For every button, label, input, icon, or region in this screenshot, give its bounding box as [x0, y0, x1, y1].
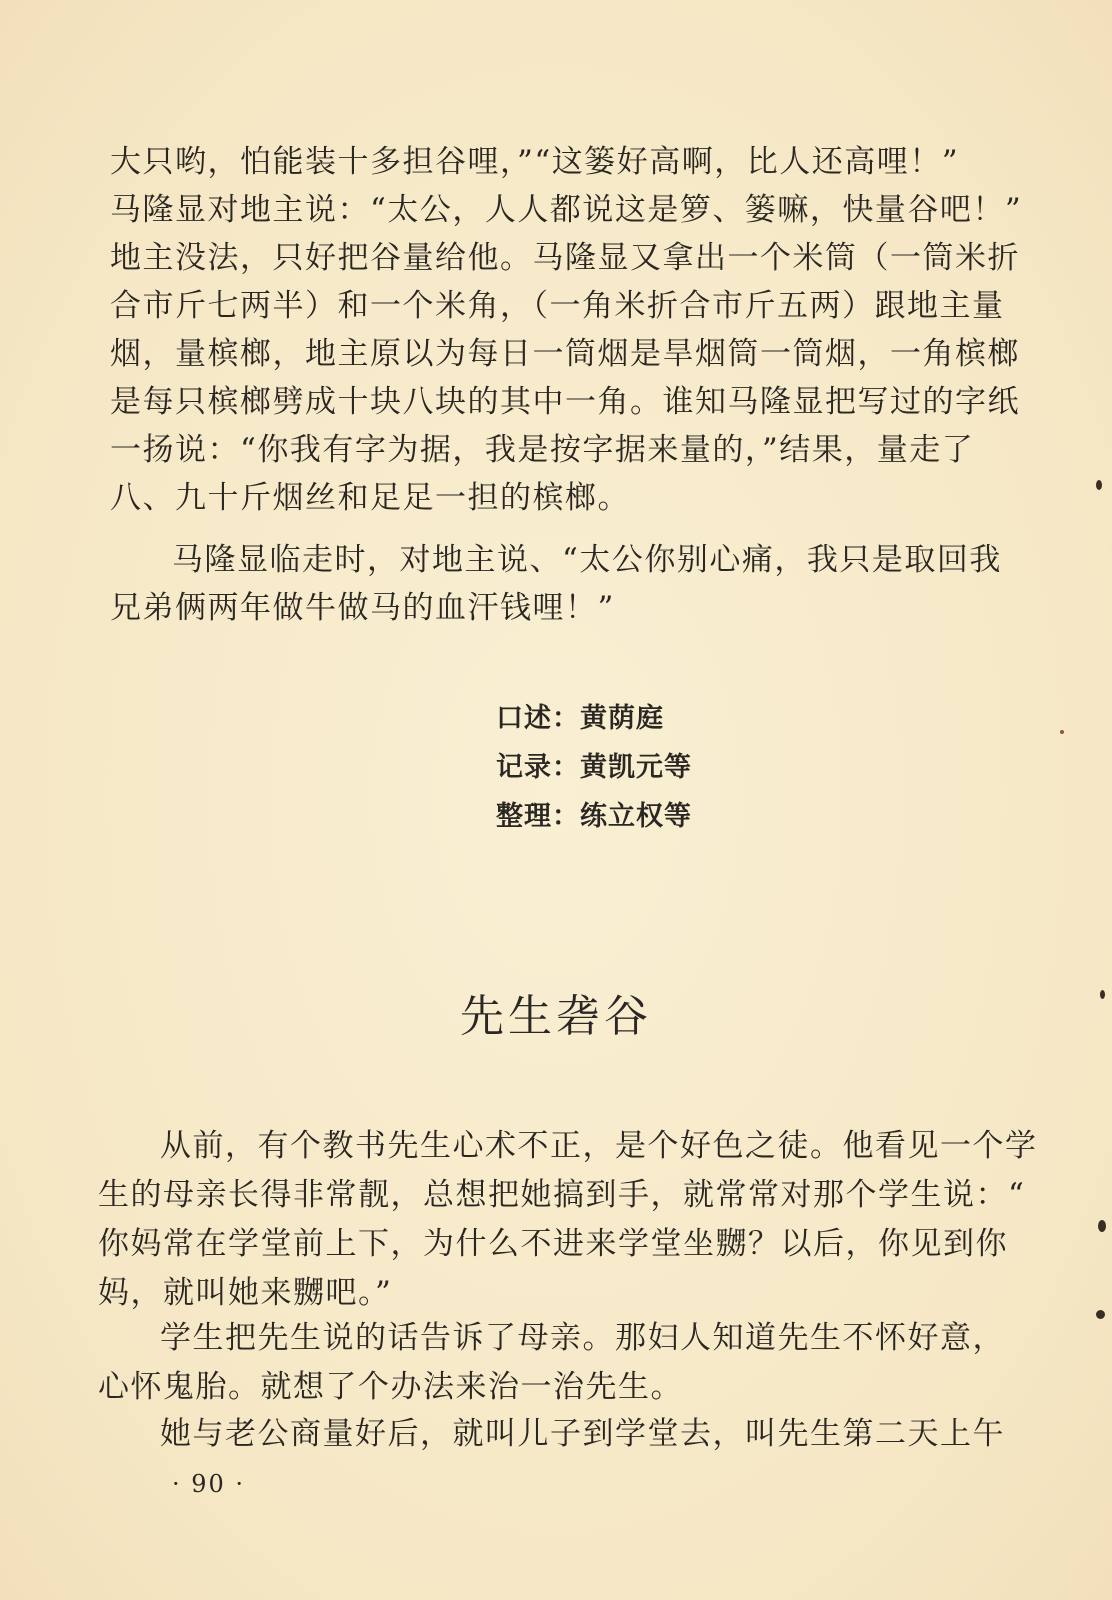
text-line: 大只哟，怕能装十多担谷哩，”“这篓好高啊，比人还高哩！”: [110, 144, 960, 180]
story-credits: [496, 694, 692, 841]
text-line: 学生把先生说的话告诉了母亲。那妇人知道先生不怀好意，: [160, 1320, 1005, 1356]
story-paragraph: [110, 138, 1022, 522]
text-line: 生的母亲长得非常靓，总想把她搞到手，就常常对那个学生说：“: [98, 1177, 1026, 1213]
paper-speck: [1098, 1220, 1106, 1232]
text-line: 妈，就叫她来嬲吧。”: [98, 1275, 393, 1311]
text-line: 合市斤七两半）和一个米角，（一角米折合市斤五两）跟地主量: [110, 288, 1005, 324]
story-paragraph: [98, 1410, 1005, 1459]
text-line: 是每只槟榔劈成十块八块的其中一角。谁知马隆显把写过的字纸: [110, 384, 1020, 420]
story-title: 先生砻谷: [460, 991, 652, 1042]
text-line: 从前，有个教书先生心术不正，是个好色之徒。他看见一个学: [160, 1128, 1038, 1164]
paper-speck: [1096, 480, 1102, 490]
text-line: 马隆显对地主说：“太公，人人都说这是箩、篓嘛，快量谷吧！”: [110, 192, 1023, 228]
text-line: 兄弟俩两年做牛做马的血汗钱哩！”: [110, 590, 615, 626]
page-number: · 90 ·: [172, 1470, 246, 1498]
story-paragraph: [110, 536, 1002, 632]
paper-speck: [1060, 730, 1064, 734]
text-line: 她与老公商量好后，就叫儿子到学堂去，叫先生第二天上午: [160, 1416, 1005, 1452]
story-paragraph: [98, 1122, 1038, 1318]
paper-speck: [1100, 990, 1105, 999]
text-line: 一扬说：“你我有字为据，我是按字据来量的，”结果，量走了: [110, 432, 975, 468]
text-line: 你妈常在学堂前上下，为什么不进来学堂坐嬲？以后，你见到你: [98, 1226, 1008, 1262]
paper-speck: [1096, 1310, 1105, 1319]
text-line: 地主没法，只好把谷量给他。马隆显又拿出一个米筒（一筒米折: [110, 240, 1020, 276]
recorder-credit: 记录：黄凯元等: [496, 752, 692, 783]
text-line: 马隆显临走时，对地主说、“太公你别心痛，我只是取回我: [172, 542, 1002, 578]
story-paragraph: [98, 1314, 1005, 1412]
text-line: 烟，量槟榔，地主原以为每日一筒烟是旱烟筒一筒烟，一角槟榔: [110, 336, 1020, 372]
text-line: 八、九十斤烟丝和足足一担的槟榔。: [110, 480, 630, 516]
text-line: 心怀鬼胎。就想了个办法来治一治先生。: [98, 1369, 683, 1405]
editor-credit: 整理：练立权等: [496, 801, 692, 832]
narrator-credit: 口述：黄荫庭: [496, 703, 664, 734]
